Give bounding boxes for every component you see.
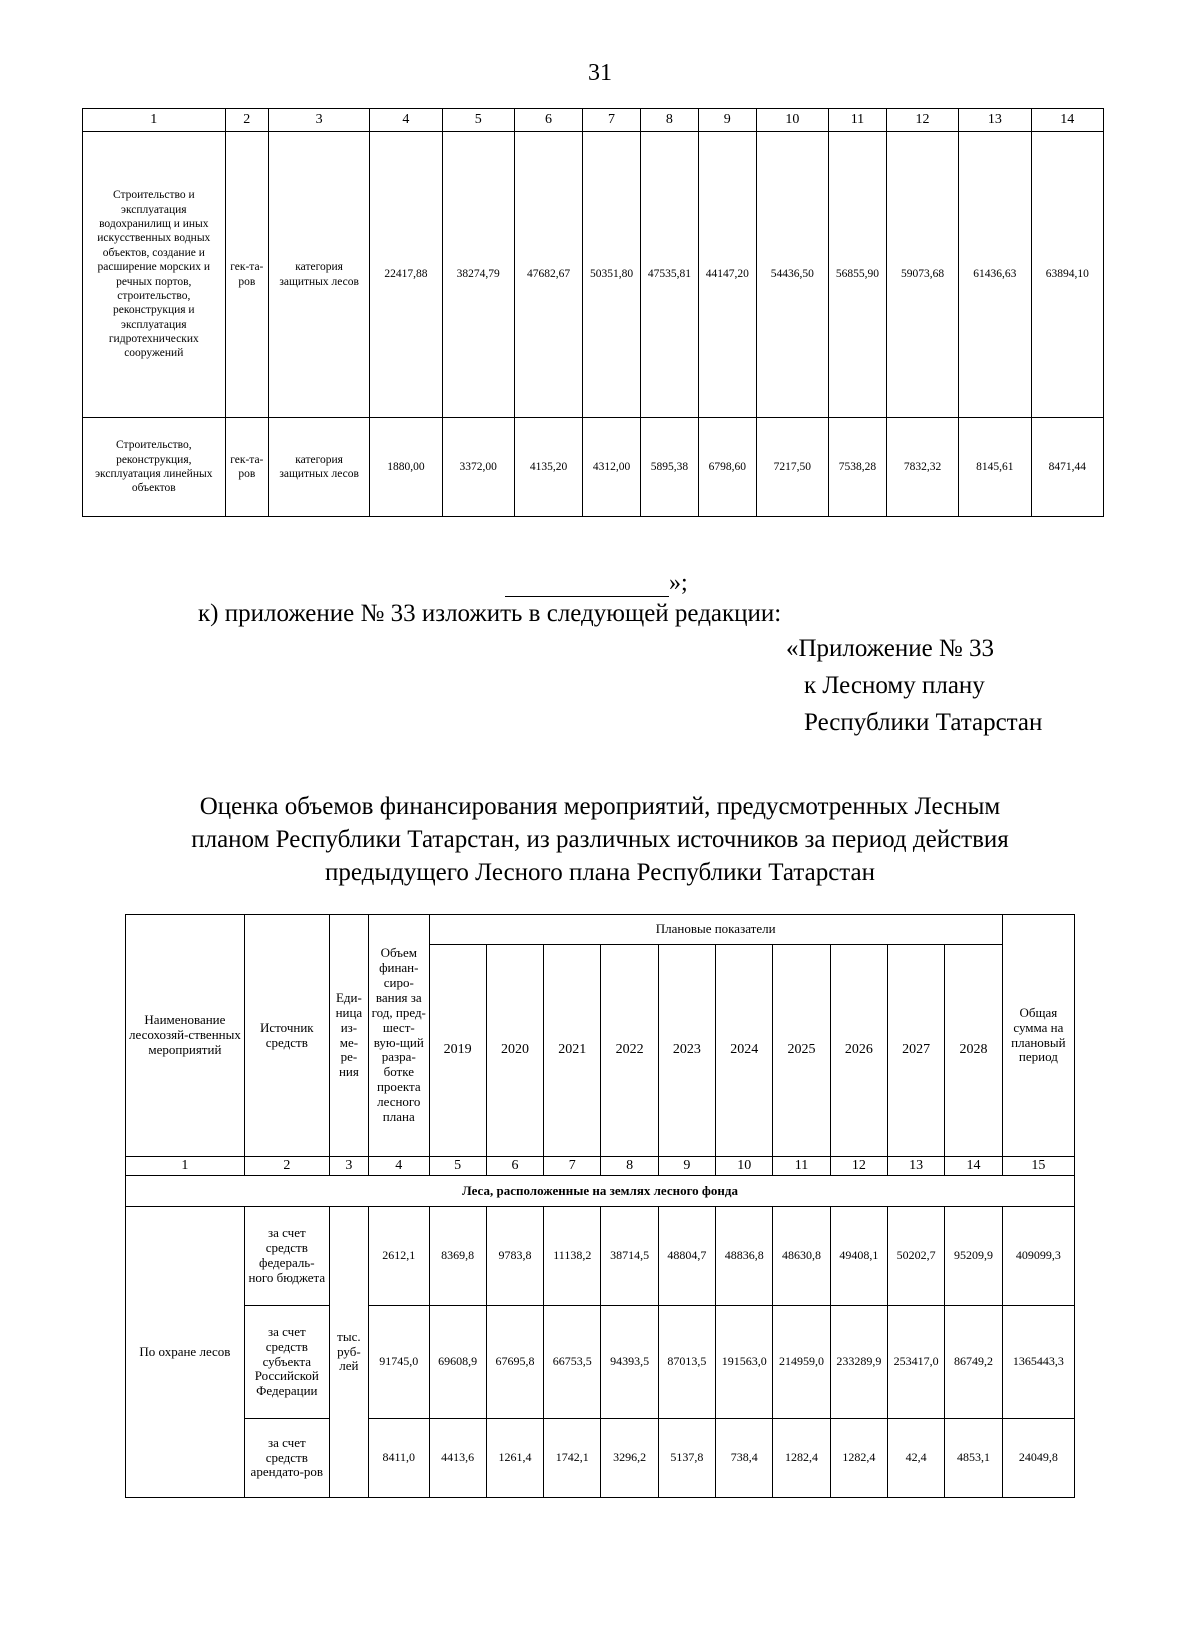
year-header: 2022 [601, 945, 658, 1157]
value-cell: 47535,81 [640, 132, 698, 418]
unit: гек-та-ров [225, 132, 268, 418]
column-index: 10 [756, 109, 828, 132]
total-cell: 1365443,3 [1002, 1306, 1074, 1419]
activity-name: По охране лесов [126, 1207, 245, 1498]
value-cell: 9783,8 [486, 1207, 543, 1306]
column-index: 9 [658, 1157, 715, 1176]
value-cell: 8145,61 [959, 418, 1031, 517]
total-cell: 24049,8 [1002, 1419, 1074, 1498]
funding-source: за счет средств федераль-ного бюджета [244, 1207, 329, 1306]
column-index: 11 [829, 109, 887, 132]
column-index: 1 [83, 109, 226, 132]
column-index: 13 [888, 1157, 945, 1176]
total-cell: 409099,3 [1002, 1207, 1074, 1306]
year-header: 2021 [544, 945, 601, 1157]
column-index: 3 [268, 109, 369, 132]
column-index: 8 [640, 109, 698, 132]
column-index: 5 [442, 109, 514, 132]
title-line: планом Республики Татарстан, из различных источников за период действия [191, 826, 1009, 853]
amendment-instruction: к) приложение № 33 изложить в следующей редакции: [198, 600, 782, 627]
value-cell: 7832,32 [886, 418, 958, 517]
value-cell: 7217,50 [756, 418, 828, 517]
value-cell: 69608,9 [429, 1306, 486, 1419]
column-index: 5 [429, 1157, 486, 1176]
financing-table [125, 914, 1075, 1498]
table-row [126, 1306, 1075, 1419]
column-index: 4 [369, 1157, 429, 1176]
funding-source: за счет средств арендато-ров [244, 1419, 329, 1498]
value-cell: 50351,80 [583, 132, 641, 418]
value-cell: 91745,0 [369, 1306, 429, 1419]
closing-line [505, 570, 688, 597]
value-cell: 95209,9 [945, 1207, 1002, 1306]
value-cell: 48836,8 [716, 1207, 773, 1306]
closing-quote: »; [669, 570, 688, 596]
value-cell: 253417,0 [888, 1306, 945, 1419]
value-cell: 3372,00 [442, 418, 514, 517]
column-index: 14 [945, 1157, 1002, 1176]
year-header: 2023 [658, 945, 715, 1157]
value-cell: 2612,1 [369, 1207, 429, 1306]
year-header: 2020 [486, 945, 543, 1157]
unit: тыс. руб-лей [329, 1207, 368, 1498]
value-cell: 1880,00 [370, 418, 442, 517]
value-cell: 56855,90 [829, 132, 887, 418]
value-cell: 50202,7 [888, 1207, 945, 1306]
appendix-line: Республики Татарстан [804, 709, 1043, 736]
value-cell: 4853,1 [945, 1419, 1002, 1498]
title-line: Оценка объемов финансирования мероприятий, предусмотренных Лесным [199, 793, 1001, 820]
value-cell: 86749,2 [945, 1306, 1002, 1419]
column-index: 2 [225, 109, 268, 132]
value-cell: 4413,6 [429, 1419, 486, 1498]
header-planned: Плановые показатели [429, 915, 1002, 945]
value-cell: 11138,2 [544, 1207, 601, 1306]
value-cell: 67695,8 [486, 1306, 543, 1419]
value-cell: 191563,0 [716, 1306, 773, 1419]
value-cell: 214959,0 [773, 1306, 830, 1419]
table-header-row [83, 109, 1104, 132]
value-cell: 6798,60 [698, 418, 756, 517]
appendix-heading [786, 630, 1042, 741]
value-cell: 49408,1 [830, 1207, 887, 1306]
column-index: 3 [329, 1157, 368, 1176]
funding-source: за счет средств субъекта Российской Федерации [244, 1306, 329, 1419]
value-cell: 38714,5 [601, 1207, 658, 1306]
value-cell: 8411,0 [369, 1419, 429, 1498]
column-index: 8 [601, 1157, 658, 1176]
year-header: 2028 [945, 945, 1002, 1157]
header-source: Источник средств [244, 915, 329, 1157]
column-index: 10 [716, 1157, 773, 1176]
year-header: 2025 [773, 945, 830, 1157]
value-cell: 44147,20 [698, 132, 756, 418]
value-cell: 8471,44 [1031, 418, 1103, 517]
value-cell: 4312,00 [583, 418, 641, 517]
value-cell: 4135,20 [514, 418, 582, 517]
value-cell: 63894,10 [1031, 132, 1103, 418]
table-row [83, 132, 1104, 418]
section-title: Леса, расположенные на землях лесного фонда [126, 1176, 1075, 1207]
column-index: 6 [486, 1157, 543, 1176]
value-cell: 8369,8 [429, 1207, 486, 1306]
column-index: 7 [583, 109, 641, 132]
value-cell: 1282,4 [773, 1419, 830, 1498]
header-activity: Наименование лесохозяй-ственных мероприятий [126, 915, 245, 1157]
header-unit: Еди-ница из-ме-ре-ния [329, 915, 368, 1157]
value-cell: 66753,5 [544, 1306, 601, 1419]
year-header: 2026 [830, 945, 887, 1157]
column-index: 2 [244, 1157, 329, 1176]
value-cell: 738,4 [716, 1419, 773, 1498]
year-header: 2019 [429, 945, 486, 1157]
appendix-line: к Лесному плану [804, 672, 985, 699]
column-index: 1 [126, 1157, 245, 1176]
value-cell: 1261,4 [486, 1419, 543, 1498]
value-cell: 47682,67 [514, 132, 582, 418]
value-cell: 54436,50 [756, 132, 828, 418]
value-cell: 5137,8 [658, 1419, 715, 1498]
value-cell: 3296,2 [601, 1419, 658, 1498]
page-number: 31 [588, 60, 612, 86]
signature-blank [505, 574, 669, 597]
column-index: 4 [370, 109, 442, 132]
column-index: 14 [1031, 109, 1103, 132]
value-cell: 22417,88 [370, 132, 442, 418]
table-row [126, 1419, 1075, 1498]
column-index: 9 [698, 109, 756, 132]
value-cell: 59073,68 [886, 132, 958, 418]
unit: гек-та-ров [225, 418, 268, 517]
column-index: 12 [830, 1157, 887, 1176]
column-index: 11 [773, 1157, 830, 1176]
column-index-row [126, 1157, 1075, 1176]
value-cell: 38274,79 [442, 132, 514, 418]
column-index: 7 [544, 1157, 601, 1176]
forest-category: категория защитных лесов [268, 418, 369, 517]
table-row [126, 1207, 1075, 1306]
column-index: 12 [886, 109, 958, 132]
value-cell: 48630,8 [773, 1207, 830, 1306]
forest-category: категория защитных лесов [268, 132, 369, 418]
value-cell: 61436,63 [959, 132, 1031, 418]
header-total: Общая сумма на плановый период [1002, 915, 1074, 1157]
table-row [83, 418, 1104, 517]
value-cell: 1282,4 [830, 1419, 887, 1498]
activity-name: Строительство и эксплуатация водохранилищ и иных искусственных водных объектов, создание и расширение морских и речных портов, строительство, реконструкция и эксплуатация гидротехнических сооружений [83, 132, 226, 418]
value-cell: 233289,9 [830, 1306, 887, 1419]
document-title [100, 790, 1100, 889]
year-header: 2024 [716, 945, 773, 1157]
value-cell: 7538,28 [829, 418, 887, 517]
value-cell: 5895,38 [640, 418, 698, 517]
column-index: 15 [1002, 1157, 1074, 1176]
value-cell: 1742,1 [544, 1419, 601, 1498]
title-line: предыдущего Лесного плана Республики Татарстан [324, 859, 876, 886]
value-cell: 42,4 [888, 1419, 945, 1498]
year-header: 2027 [888, 945, 945, 1157]
section-row [126, 1176, 1075, 1207]
column-index: 6 [514, 109, 582, 132]
table-header-row [126, 915, 1075, 945]
continuation-table [82, 108, 1104, 517]
activity-name: Строительство, реконструкция, эксплуатация линейных объектов [83, 418, 226, 517]
header-volume: Объем финан-сиро-вания за год, пред-шест-вую-щий разра-ботке проекта лесного плана [369, 915, 429, 1157]
column-index: 13 [959, 109, 1031, 132]
appendix-line: «Приложение № 33 [786, 635, 995, 662]
value-cell: 48804,7 [658, 1207, 715, 1306]
value-cell: 94393,5 [601, 1306, 658, 1419]
value-cell: 87013,5 [658, 1306, 715, 1419]
